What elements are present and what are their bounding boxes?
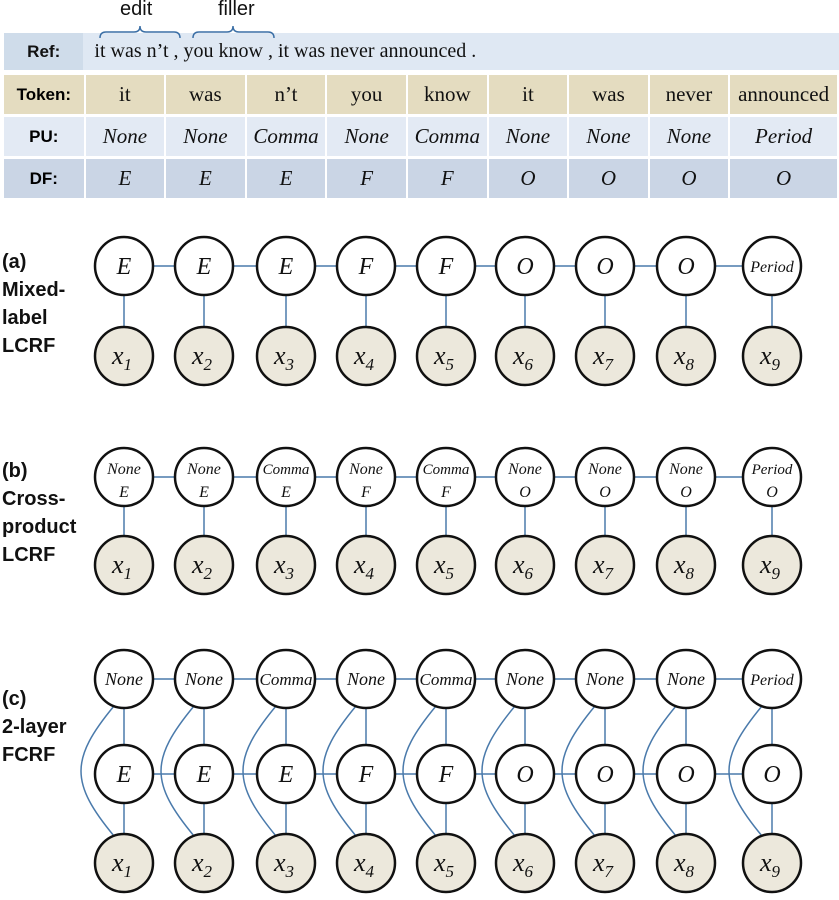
token-cell: was: [166, 75, 246, 114]
observation-symbol: x: [673, 848, 686, 877]
node-label: Period: [750, 259, 794, 276]
token-row-label: Token:: [4, 75, 86, 114]
node-label-top: None: [107, 461, 141, 478]
pu-cell: None: [327, 117, 407, 156]
df-cell: E: [247, 159, 328, 198]
observation-symbol: x: [512, 550, 525, 579]
observation-index: 2: [203, 862, 213, 881]
df-node-label: F: [438, 762, 454, 788]
node-label-bottom: O: [680, 484, 692, 501]
node-label-top: Comma: [422, 462, 470, 478]
observation-index: 4: [365, 862, 375, 881]
panel-label-line: product: [2, 516, 77, 538]
observation-index: 9: [771, 862, 781, 881]
df-node-label: E: [278, 762, 294, 788]
node-label-bottom: O: [766, 484, 778, 501]
observation-index: 6: [524, 564, 534, 583]
observation-symbol: x: [512, 848, 525, 877]
filler-annotation: filler: [218, 0, 255, 20]
pu-node-label: Period: [750, 672, 794, 689]
pu-cell: None: [166, 117, 246, 156]
pu-node-label: None: [586, 669, 624, 689]
pu-cell: Comma: [408, 117, 489, 156]
observation-symbol: x: [673, 550, 686, 579]
observation-index: 9: [771, 564, 781, 583]
df-cell: O: [489, 159, 569, 198]
panel-label-line: label: [2, 307, 48, 329]
observation-symbol: x: [353, 341, 366, 370]
token-cell: it: [489, 75, 569, 114]
observation-index: 1: [123, 355, 133, 374]
observation-index: 3: [285, 862, 295, 881]
node-label-bottom: O: [519, 484, 531, 501]
observation-index: 8: [685, 564, 695, 583]
node-label: E: [196, 254, 212, 280]
pu-cell: Period: [730, 117, 839, 156]
df-node-label: O: [596, 762, 614, 788]
observation-symbol: x: [191, 341, 204, 370]
pu-node-label: Comma: [259, 670, 313, 689]
pu-cell: None: [86, 117, 166, 156]
panel-label-line: (c): [2, 688, 27, 710]
df-cell: F: [408, 159, 489, 198]
observation-symbol: x: [353, 550, 366, 579]
node-label: F: [438, 254, 454, 280]
node-label-bottom: E: [199, 484, 209, 501]
node-label-bottom: F: [441, 484, 451, 501]
df-cell: O: [569, 159, 649, 198]
observation-index: 9: [771, 355, 781, 374]
observation-index: 7: [604, 862, 614, 881]
df-node-label: E: [116, 762, 132, 788]
observation-symbol: x: [433, 848, 446, 877]
observation-index: 2: [203, 564, 213, 583]
observation-symbol: x: [433, 341, 446, 370]
pu-cell: None: [569, 117, 649, 156]
ref-sentence: it was n’t , you know , it was never announced .: [83, 33, 839, 70]
pu-node-label: None: [667, 669, 705, 689]
observation-symbol: x: [111, 550, 124, 579]
observation-index: 8: [685, 355, 695, 374]
node-label: O: [516, 254, 534, 280]
token-cell: know: [408, 75, 489, 114]
node-label-top: None: [669, 461, 703, 478]
node-label-bottom: E: [119, 484, 129, 501]
ref-label: Ref:: [4, 33, 83, 70]
observation-symbol: x: [512, 341, 525, 370]
panel-label-line: LCRF: [2, 335, 56, 357]
df-row-label: DF:: [4, 159, 86, 198]
node-label: O: [596, 254, 614, 280]
observation-index: 6: [524, 862, 534, 881]
observation-symbol: x: [759, 848, 772, 877]
observation-symbol: x: [273, 341, 286, 370]
node-label-top: None: [187, 461, 221, 478]
node-label: E: [278, 254, 294, 280]
node-label-bottom: F: [361, 484, 371, 501]
pu-cell: None: [650, 117, 731, 156]
observation-symbol: x: [111, 848, 124, 877]
pu-node-label: None: [185, 669, 223, 689]
token-cell: it: [86, 75, 166, 114]
panel-label-line: (b): [2, 460, 28, 482]
df-cell: O: [650, 159, 731, 198]
panel-label-line: 2-layer: [2, 716, 67, 738]
observation-index: 7: [604, 355, 614, 374]
observation-index: 5: [445, 862, 455, 881]
token-cell: never: [650, 75, 731, 114]
panel-label-line: LCRF: [2, 544, 56, 566]
token-cell: n’t: [247, 75, 328, 114]
observation-symbol: x: [273, 550, 286, 579]
node-label-bottom: O: [599, 484, 611, 501]
observation-symbol: x: [273, 848, 286, 877]
node-label-bottom: E: [281, 484, 291, 501]
edit-brace: [100, 26, 180, 38]
observation-symbol: x: [759, 550, 772, 579]
observation-index: 2: [203, 355, 213, 374]
df-node-label: E: [196, 762, 212, 788]
node-label: F: [358, 254, 374, 280]
token-cell: announced: [730, 75, 839, 114]
observation-symbol: x: [191, 848, 204, 877]
pu-row-label: PU:: [4, 117, 86, 156]
observation-symbol: x: [759, 341, 772, 370]
df-node-label: O: [516, 762, 534, 788]
observation-index: 8: [685, 862, 695, 881]
filler-brace: [193, 26, 274, 38]
node-label: E: [116, 254, 132, 280]
node-label-top: None: [349, 461, 383, 478]
observation-index: 5: [445, 355, 455, 374]
node-label-top: Comma: [262, 462, 310, 478]
pu-node-label: None: [105, 669, 143, 689]
observation-index: 7: [604, 564, 614, 583]
df-cell: F: [327, 159, 407, 198]
observation-symbol: x: [111, 341, 124, 370]
observation-index: 1: [123, 862, 133, 881]
observation-index: 3: [285, 355, 295, 374]
panel-label-line: Mixed-: [2, 279, 66, 301]
observation-symbol: x: [191, 550, 204, 579]
pu-cell: Comma: [247, 117, 328, 156]
df-cell: E: [166, 159, 246, 198]
panel-label-line: FCRF: [2, 744, 56, 766]
node-label-top: None: [508, 461, 542, 478]
observation-symbol: x: [592, 341, 605, 370]
observation-index: 3: [285, 564, 295, 583]
node-label-top: Period: [751, 462, 793, 478]
df-cell: O: [730, 159, 839, 198]
observation-index: 6: [524, 355, 534, 374]
node-label: O: [677, 254, 695, 280]
edit-annotation: edit: [120, 0, 153, 20]
token-cell: you: [327, 75, 407, 114]
observation-index: 5: [445, 564, 455, 583]
observation-index: 4: [365, 564, 375, 583]
observation-symbol: x: [592, 550, 605, 579]
pu-node-label: None: [347, 669, 385, 689]
df-cell: E: [86, 159, 166, 198]
observation-index: 1: [123, 564, 133, 583]
panel-label-line: (a): [2, 251, 27, 273]
df-node-label: F: [358, 762, 374, 788]
pu-node-label: None: [506, 669, 544, 689]
observation-symbol: x: [592, 848, 605, 877]
node-label-top: None: [588, 461, 622, 478]
observation-symbol: x: [433, 550, 446, 579]
observation-symbol: x: [353, 848, 366, 877]
observation-symbol: x: [673, 341, 686, 370]
panel-label-line: Cross-: [2, 488, 66, 510]
pu-cell: None: [489, 117, 569, 156]
pu-node-label: Comma: [419, 670, 473, 689]
df-node-label: O: [763, 762, 781, 788]
df-node-label: O: [677, 762, 695, 788]
token-cell: was: [569, 75, 649, 114]
observation-index: 4: [365, 355, 375, 374]
